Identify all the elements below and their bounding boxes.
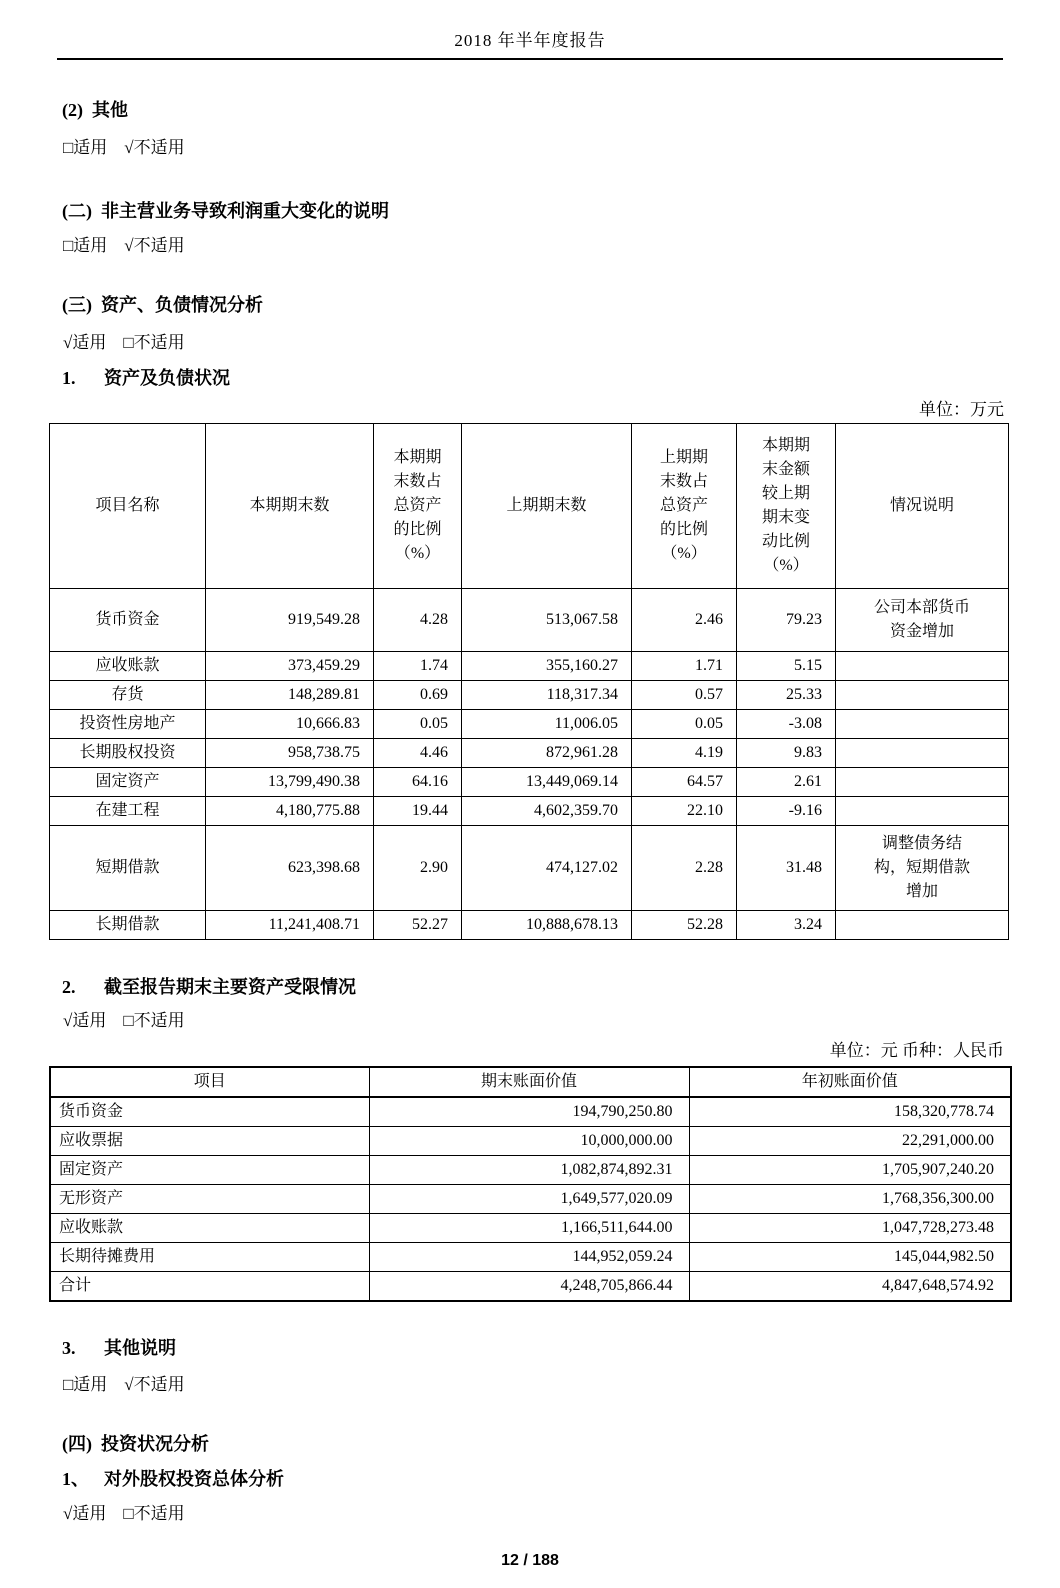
cell-current-amount: 148,289.81 <box>206 681 374 710</box>
cell-note <box>836 797 1009 826</box>
cell-prior-amount: 118,317.34 <box>462 681 632 710</box>
page-number: 12 / 188 <box>501 1552 559 1569</box>
table-assets-liabilities <box>49 423 1009 940</box>
cell-change-pct: 31.48 <box>737 826 836 911</box>
col-note: 情况说明 <box>836 424 1009 589</box>
subsection-title: 对外股权投资总体分析 <box>104 1469 284 1489</box>
cell-prior-amount: 4,602,359.70 <box>462 797 632 826</box>
cell-note <box>836 710 1009 739</box>
cell-current-amount: 10,666.83 <box>206 710 374 739</box>
cell-change-pct: 79.23 <box>737 589 836 652</box>
cell-note <box>836 911 1009 940</box>
cell-current-pct: 4.28 <box>374 589 462 652</box>
cell-begin-value: 145,044,982.50 <box>689 1243 1011 1272</box>
applicability-line <box>63 1374 1060 1396</box>
cell-prior-amount: 10,888,678.13 <box>462 911 632 940</box>
cell-item-name: 投资性房地产 <box>50 710 206 739</box>
subsection-number: 3. <box>62 1338 76 1358</box>
subsection-heading-restricted <box>62 976 1060 998</box>
cell-note: 公司本部货币资金增加 <box>836 589 1009 652</box>
table-row <box>50 1243 1011 1272</box>
cell-prior-pct: 22.10 <box>632 797 737 826</box>
cell-current-amount: 919,549.28 <box>206 589 374 652</box>
cell-change-pct: 5.15 <box>737 652 836 681</box>
table-row <box>50 1214 1011 1243</box>
col-item: 项目 <box>50 1067 369 1097</box>
cell-item: 应收票据 <box>50 1127 369 1156</box>
cell-change-pct: 2.61 <box>737 768 836 797</box>
option-applicable: √适用 <box>63 333 107 352</box>
cell-end-value: 10,000,000.00 <box>369 1127 689 1156</box>
section-title: 其他 <box>92 100 128 120</box>
table-row <box>50 1127 1011 1156</box>
option-not-applicable: □不适用 <box>123 333 185 352</box>
cell-item: 合计 <box>50 1272 369 1302</box>
cell-change-pct: 9.83 <box>737 739 836 768</box>
cell-begin-value: 4,847,648,574.92 <box>689 1272 1011 1302</box>
table-row <box>50 1185 1011 1214</box>
header-rule <box>57 58 1003 60</box>
option-applicable: √适用 <box>63 1504 107 1523</box>
table-header-row <box>50 1067 1011 1097</box>
cell-end-value: 4,248,705,866.44 <box>369 1272 689 1302</box>
col-current-amount: 本期期末数 <box>206 424 374 589</box>
cell-item-name: 短期借款 <box>50 826 206 911</box>
col-begin-book-value: 年初账面价值 <box>689 1067 1011 1097</box>
col-prior-pct: 上期期末数占总资产的比例（%） <box>632 424 737 589</box>
cell-prior-pct: 64.57 <box>632 768 737 797</box>
section-heading-other-2 <box>62 99 1060 121</box>
cell-begin-value: 158,320,778.74 <box>689 1097 1011 1127</box>
section-heading-2 <box>62 200 1060 222</box>
cell-item-name: 长期股权投资 <box>50 739 206 768</box>
section-number: (二) <box>62 201 92 221</box>
cell-current-pct: 0.05 <box>374 710 462 739</box>
cell-item-name: 长期借款 <box>50 911 206 940</box>
col-prior-amount: 上期期末数 <box>462 424 632 589</box>
subsection-title: 其他说明 <box>104 1338 176 1358</box>
cell-note <box>836 681 1009 710</box>
applicability-line <box>63 137 1060 159</box>
table-restricted-assets <box>49 1066 1012 1302</box>
col-item-name: 项目名称 <box>50 424 206 589</box>
option-applicable: □适用 <box>63 236 108 255</box>
cell-item: 无形资产 <box>50 1185 369 1214</box>
cell-item: 固定资产 <box>50 1156 369 1185</box>
cell-end-value: 1,082,874,892.31 <box>369 1156 689 1185</box>
cell-prior-amount: 872,961.28 <box>462 739 632 768</box>
cell-prior-amount: 11,006.05 <box>462 710 632 739</box>
table-row <box>50 1097 1011 1127</box>
cell-end-value: 1,166,511,644.00 <box>369 1214 689 1243</box>
cell-prior-pct: 52.28 <box>632 911 737 940</box>
cell-item-name: 在建工程 <box>50 797 206 826</box>
table-row <box>50 652 1009 681</box>
cell-prior-amount: 474,127.02 <box>462 826 632 911</box>
cell-note <box>836 768 1009 797</box>
cell-change-pct: 25.33 <box>737 681 836 710</box>
cell-prior-pct: 0.57 <box>632 681 737 710</box>
cell-prior-pct: 0.05 <box>632 710 737 739</box>
subsection-number: 2. <box>62 977 76 997</box>
table-row <box>50 681 1009 710</box>
cell-end-value: 144,952,059.24 <box>369 1243 689 1272</box>
table-header-row <box>50 424 1009 589</box>
cell-current-pct: 52.27 <box>374 911 462 940</box>
table-row <box>50 710 1009 739</box>
cell-current-pct: 4.46 <box>374 739 462 768</box>
cell-item: 长期待摊费用 <box>50 1243 369 1272</box>
table-row <box>50 911 1009 940</box>
col-change-pct: 本期期末金额较上期期末变动比例（%） <box>737 424 836 589</box>
page-header-title: 2018 年半年度报告 <box>454 31 606 50</box>
cell-prior-pct: 2.28 <box>632 826 737 911</box>
unit-note-table1: 单位：万元 <box>919 400 1004 419</box>
cell-change-pct: -9.16 <box>737 797 836 826</box>
cell-item: 应收账款 <box>50 1214 369 1243</box>
section-number: (三) <box>62 295 92 315</box>
cell-item-name: 存货 <box>50 681 206 710</box>
cell-begin-value: 22,291,000.00 <box>689 1127 1011 1156</box>
option-applicable: □适用 <box>63 138 108 157</box>
subsection-title: 资产及负债状况 <box>104 368 230 388</box>
cell-current-pct: 1.74 <box>374 652 462 681</box>
cell-prior-amount: 513,067.58 <box>462 589 632 652</box>
cell-prior-pct: 4.19 <box>632 739 737 768</box>
table-row <box>50 589 1009 652</box>
cell-item-name: 货币资金 <box>50 589 206 652</box>
table-row <box>50 1156 1011 1185</box>
table-row <box>50 768 1009 797</box>
cell-current-amount: 373,459.29 <box>206 652 374 681</box>
subsection-heading-investment <box>62 1468 1060 1490</box>
subsection-title: 截至报告期末主要资产受限情况 <box>104 977 356 997</box>
table-row <box>50 739 1009 768</box>
cell-current-pct: 19.44 <box>374 797 462 826</box>
section-title: 投资状况分析 <box>101 1434 209 1454</box>
cell-current-amount: 4,180,775.88 <box>206 797 374 826</box>
unit-note-table2: 单位：元 币种：人民币 <box>829 1041 1004 1060</box>
cell-end-value: 194,790,250.80 <box>369 1097 689 1127</box>
option-not-applicable: □不适用 <box>123 1504 185 1523</box>
cell-prior-pct: 2.46 <box>632 589 737 652</box>
option-not-applicable: □不适用 <box>123 1011 185 1030</box>
cell-current-amount: 623,398.68 <box>206 826 374 911</box>
applicability-line <box>63 1010 1060 1032</box>
cell-item: 货币资金 <box>50 1097 369 1127</box>
col-current-pct: 本期期末数占总资产的比例（%） <box>374 424 462 589</box>
option-applicable: √适用 <box>63 1011 107 1030</box>
option-not-applicable: √不适用 <box>124 138 185 157</box>
cell-begin-value: 1,768,356,300.00 <box>689 1185 1011 1214</box>
section-number: (2) <box>62 100 83 120</box>
cell-current-pct: 0.69 <box>374 681 462 710</box>
option-not-applicable: √不适用 <box>124 236 185 255</box>
cell-item-name: 应收账款 <box>50 652 206 681</box>
section-number: (四) <box>62 1434 92 1454</box>
cell-prior-amount: 13,449,069.14 <box>462 768 632 797</box>
option-not-applicable: √不适用 <box>124 1375 185 1394</box>
cell-change-pct: -3.08 <box>737 710 836 739</box>
subsection-heading-other-3 <box>62 1337 1060 1359</box>
applicability-line <box>63 235 1060 257</box>
cell-prior-pct: 1.71 <box>632 652 737 681</box>
section-heading-3 <box>62 294 1060 316</box>
cell-end-value: 1,649,577,020.09 <box>369 1185 689 1214</box>
table-row <box>50 797 1009 826</box>
cell-current-amount: 11,241,408.71 <box>206 911 374 940</box>
cell-item-name: 固定资产 <box>50 768 206 797</box>
table-row <box>50 826 1009 911</box>
cell-current-amount: 13,799,490.38 <box>206 768 374 797</box>
cell-note: 调整债务结构，短期借款增加 <box>836 826 1009 911</box>
table-row-total <box>50 1272 1011 1302</box>
section-heading-4 <box>62 1433 1060 1455</box>
subsection-number: 1、 <box>62 1469 89 1489</box>
cell-prior-amount: 355,160.27 <box>462 652 632 681</box>
cell-note <box>836 739 1009 768</box>
cell-change-pct: 3.24 <box>737 911 836 940</box>
subsection-heading-assets <box>62 367 1060 389</box>
cell-current-pct: 64.16 <box>374 768 462 797</box>
option-applicable: □适用 <box>63 1375 108 1394</box>
cell-current-pct: 2.90 <box>374 826 462 911</box>
col-end-book-value: 期末账面价值 <box>369 1067 689 1097</box>
section-title: 资产、负债情况分析 <box>101 295 263 315</box>
cell-current-amount: 958,738.75 <box>206 739 374 768</box>
subsection-number: 1. <box>62 368 76 388</box>
cell-begin-value: 1,705,907,240.20 <box>689 1156 1011 1185</box>
applicability-line <box>63 1503 1060 1525</box>
applicability-line <box>63 332 1060 354</box>
cell-begin-value: 1,047,728,273.48 <box>689 1214 1011 1243</box>
section-title: 非主营业务导致利润重大变化的说明 <box>101 201 389 221</box>
cell-note <box>836 652 1009 681</box>
